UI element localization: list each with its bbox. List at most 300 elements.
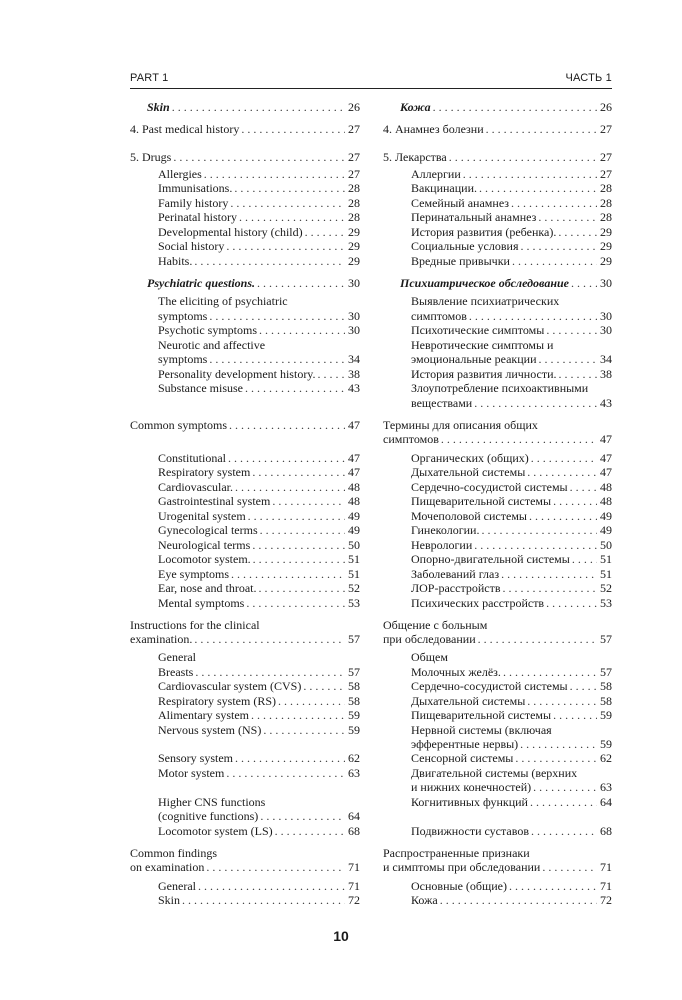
toc-dot-leader [198,879,345,894]
toc-entry [158,323,360,338]
toc-entry-page: 49 [600,509,612,523]
toc-entry-title: Cardiovascular. [158,480,233,494]
toc-entry [158,210,360,225]
toc-dot-leader [251,708,345,723]
toc-entry-title: Нервной системы (включая [411,723,552,737]
toc-entry-page: 30 [600,323,612,337]
toc-dot-leader [479,181,597,196]
toc-entry-title: (cognitive functions) [158,809,259,823]
toc-dot-leader [253,552,345,567]
toc-entry [400,100,612,115]
toc-entry [130,860,360,875]
toc-dot-leader [515,751,597,766]
toc-dot-leader [248,509,345,524]
toc-entry-page: 49 [600,523,612,537]
toc-entry-page: 47 [348,465,360,479]
toc-entry [411,708,612,723]
toc-dot-leader [305,225,345,240]
toc-entry-title: эмоциональные реакции [411,352,537,366]
toc-dot-leader [182,893,345,908]
toc-entry-page: 30 [600,276,612,290]
toc-entry [158,596,360,611]
toc-entry-title: Социальные условия [411,239,519,253]
toc-entry [411,254,612,269]
toc-entry-title: Social history [158,239,225,253]
toc-entry [158,879,360,894]
toc-dot-leader [538,210,597,225]
toc-entry [411,795,612,810]
toc-entry-page: 48 [348,480,360,494]
toc-entry-page: 59 [600,708,612,722]
toc-entry [130,418,360,433]
toc-entry-title: симптомов [383,432,439,446]
toc-entry-title: General [158,879,196,893]
toc-entry-page: 71 [348,879,360,893]
toc-entry-page: 58 [348,679,360,693]
toc-entry [411,480,612,495]
toc-dot-leader [530,795,597,810]
toc-entry-page: 62 [348,751,360,765]
toc-entry-title: Подвижности суставов [411,824,529,838]
toc-entry [411,679,612,694]
toc-entry-title: Substance misuse [158,381,243,395]
toc-entry-page: 68 [600,824,612,838]
toc-dot-leader [246,596,345,611]
toc-entry-title: Skin [147,100,170,114]
toc-entry-page: 43 [600,396,612,410]
toc-entry-page: 62 [600,751,612,765]
toc-entry [411,737,612,752]
toc-entry [411,239,612,254]
toc-dot-leader [559,367,597,382]
toc-dot-leader [531,451,597,466]
toc-entry-title: Вредные привычки [411,254,510,268]
toc-entry-page: 58 [600,679,612,693]
toc-entry [411,323,612,338]
toc-dot-leader [226,766,345,781]
toc-entry-page: 52 [600,581,612,595]
toc-entry-title: Gynecological terms [158,523,258,537]
toc-entry-page: 71 [600,860,612,874]
toc-entry-title: Developmental history (child) [158,225,303,239]
toc-dot-leader [228,451,345,466]
toc-dot-leader [511,196,597,211]
toc-entry-title: Пищеварительной системы [411,494,552,508]
toc-dot-leader [433,100,597,115]
toc-dot-leader [209,309,345,324]
toc-entry-title: Higher CNS functions [158,795,266,809]
toc-entry-title: Personality development history. [158,367,316,381]
toc-entry-page: 68 [348,824,360,838]
toc-entry-title: Кожа [411,893,438,907]
toc-entry-title: Breasts [158,665,194,679]
toc-entry-page: 27 [348,167,360,181]
toc-entry-title: 4. Past medical history [130,122,240,136]
toc-entry [411,751,612,766]
toc-entry-title: 4. Анамнез болезни [383,122,484,136]
toc-entry [411,210,612,225]
toc-entry-page: 51 [600,567,612,581]
toc-entry-title: симптомов [411,309,467,323]
toc-entry-title: ЛОР-расстройств [411,581,501,595]
toc-dot-leader [226,239,345,254]
toc-entry-title: Eye symptoms [158,567,229,581]
toc-dot-leader [531,824,597,839]
toc-entry [158,480,360,495]
toc-entry-title: Перинатальный анамнез [411,210,537,224]
toc-entry [158,309,360,324]
toc-entry-title: Сердечно-сосудистой системы [411,679,568,693]
toc-dot-leader [527,694,597,709]
toc-dot-leader [259,323,345,338]
toc-dot-leader [449,150,597,165]
toc-entry-page: 30 [600,309,612,323]
toc-entry [411,367,612,382]
toc-dot-leader [245,381,345,396]
toc-entry-title: Neurological terms [158,538,251,552]
toc-entry [158,766,360,781]
toc-entry-title: Gastrointestinal system [158,494,271,508]
toc-entry-page: 51 [348,567,360,581]
toc-entry [411,780,612,795]
toc-entry-title: Urogenital system [158,509,246,523]
toc-entry [383,150,612,165]
toc-entry-title: Молочных желёз. [411,665,501,679]
toc-entry [383,860,612,875]
toc-entry-title: эфферентные нервы) [411,737,519,751]
toc-dot-leader [275,824,345,839]
toc-entry-title: Instructions for the clinical [130,618,260,632]
toc-entry-title: Immunisations. [158,181,233,195]
toc-entry-title: Психических расстройств [411,596,545,610]
toc-entry [383,632,612,647]
toc-dot-leader [194,254,345,269]
toc-entry-title: Невротические симптомы и [411,338,554,352]
toc-entry-title: История развития (ребенка). [411,225,557,239]
toc-entry [411,824,612,839]
toc-entry-page: 51 [600,552,612,566]
toc-entry [411,352,612,367]
toc-dot-leader [239,210,345,225]
toc-entry-page: 26 [600,100,612,114]
toc-entry [130,632,360,647]
toc-entry-title: Сердечно-сосудистой системы [411,480,568,494]
toc-entry-title: Psychotic symptoms [158,323,258,337]
toc-dot-leader [194,632,345,647]
toc-entry-page: 48 [600,494,612,508]
toc-entry [411,538,612,553]
toc-entry-title: Motor system [158,766,225,780]
toc-dot-leader [570,480,597,495]
toc-dot-leader [486,122,597,137]
toc-dot-leader [570,679,597,694]
toc-entry [158,225,360,240]
toc-entry-page: 34 [348,352,360,366]
toc-entry [158,239,360,254]
toc-dot-leader [546,596,597,611]
toc-entry-page: 71 [600,879,612,893]
toc-dot-leader [230,196,345,211]
toc-entry-page: 53 [348,596,360,610]
toc-entry-page: 29 [600,254,612,268]
toc-entry-title: и симптомы при обследовании [383,860,541,874]
toc-entry-title: Когнитивных функций [411,795,528,809]
toc-entry [411,196,612,211]
toc-dot-leader [441,432,597,447]
toc-entry-title: и нижних конечностей) [411,780,532,794]
toc-entry [411,581,612,596]
toc-dot-leader [173,150,345,165]
toc-entry [411,552,612,567]
toc-dot-leader [241,122,345,137]
toc-entry-page: 30 [348,309,360,323]
toc-entry-page: 64 [600,795,612,809]
toc-dot-leader [252,538,345,553]
toc-dot-leader [539,352,597,367]
toc-dot-leader [509,879,597,894]
toc-dot-leader [469,309,597,324]
toc-entry [383,122,612,137]
toc-entry-page: 29 [348,225,360,239]
toc-entry [130,122,360,137]
toc-entry [411,567,612,582]
toc-entry-title: General [158,650,196,664]
toc-entry-title: Alimentary system [158,708,249,722]
toc-dot-leader [527,465,597,480]
toc-entry-title: Constitutional [158,451,227,465]
toc-dot-leader [252,465,345,480]
toc-entry [411,181,612,196]
toc-dot-leader [209,352,345,367]
toc-entry [158,181,360,196]
toc-entry [158,751,360,766]
toc-entry-page: 28 [600,210,612,224]
toc-entry [158,254,360,269]
toc-entry-title: Дыхательной системы [411,694,526,708]
toc-entry-title: symptoms [158,309,208,323]
toc-dot-leader [229,418,345,433]
toc-entry-title: Выявление психиатрических [411,294,560,308]
toc-entry-page: 64 [348,809,360,823]
toc-entry [158,809,360,824]
toc-entry-title: Органических (общих) [411,451,529,465]
toc-entry-title: The eliciting of psychiatric [158,294,288,308]
toc-entry-page: 49 [348,523,360,537]
running-header-right: ЧАСТЬ 1 [565,72,612,84]
toc-dot-leader [572,552,597,567]
toc-entry [158,538,360,553]
toc-entry-page: 63 [348,766,360,780]
toc-dot-leader [553,708,597,723]
toc-entry-page: 50 [600,538,612,552]
toc-entry [158,679,360,694]
toc-entry [158,581,360,596]
toc-entry-title: Allergies [158,167,202,181]
toc-dot-leader [257,276,345,291]
toc-dot-leader [474,538,597,553]
toc-entry [158,824,360,839]
toc-entry-title: Семейный анамнез [411,196,510,210]
toc-entry [158,567,360,582]
toc-dot-leader [558,225,597,240]
toc-entry-page: 27 [600,167,612,181]
toc-entry-title: Термины для описания общих [383,418,538,432]
toc-entry-page: 28 [348,210,360,224]
toc-entry-page: 47 [600,432,612,446]
toc-entry-page: 57 [348,665,360,679]
toc-entry-page: 27 [600,150,612,164]
toc-entry-title: Respiratory system (RS) [158,694,276,708]
toc-entry-page: 38 [348,367,360,381]
toc-dot-leader [512,254,597,269]
toc-entry-page: 28 [348,181,360,195]
toc-entry-page: 29 [600,239,612,253]
toc-dot-leader [258,581,345,596]
toc-entry [158,451,360,466]
toc-entry [411,509,612,524]
toc-dot-leader [440,893,597,908]
toc-dot-leader [206,860,345,875]
toc-entry-title: Злоупотребление психоактивными [411,381,589,395]
toc-entry [158,523,360,538]
toc-dot-leader [542,860,597,875]
toc-dot-leader [263,723,345,738]
toc-entry-page: 48 [600,480,612,494]
toc-entry-title: Заболеваний глаз [411,567,500,581]
toc-entry-page: 57 [600,665,612,679]
toc-entry-page: 59 [348,708,360,722]
toc-entry [411,694,612,709]
toc-entry-page: 49 [348,509,360,523]
toc-entry-title: Skin [158,893,181,907]
toc-entry [158,509,360,524]
toc-dot-leader [546,323,597,338]
toc-entry-page: 34 [600,352,612,366]
toc-entry-title: Nervous system (NS) [158,723,262,737]
toc-dot-leader [529,509,597,524]
toc-dot-leader [553,494,597,509]
toc-dot-leader [278,694,345,709]
toc-entry-title: Психиатрическое обследование [400,276,569,290]
toc-entry [158,552,360,567]
toc-entry-page: 27 [600,122,612,136]
toc-entry [130,150,360,165]
toc-entry-title: Общем [411,650,448,664]
toc-entry-title: Опорно-двигательной системы [411,552,570,566]
toc-dot-leader [463,167,597,182]
toc-entry [158,196,360,211]
toc-dot-leader [172,100,345,115]
toc-entry-title: Habits. [158,254,193,268]
toc-entry [158,465,360,480]
toc-entry-title: Основные (общие) [411,879,507,893]
toc-entry-title: Ear, nose and throat. [158,581,257,595]
toc-entry [411,396,612,411]
toc-dot-leader [478,632,597,647]
toc-entry-page: 27 [348,150,360,164]
toc-entry-title: Locomotor system. [158,552,251,566]
toc-entry-page: 47 [348,418,360,432]
toc-dot-leader [272,494,345,509]
toc-entry-title: Psychiatric questions. [147,276,256,290]
toc-entry-title: Locomotor system (LS) [158,824,273,838]
toc-entry-title: Общение с больным [383,618,488,632]
toc-entry [411,225,612,240]
toc-entry-page: 57 [348,632,360,646]
toc-entry-title: Неврологии [411,538,473,552]
running-header-left: PART 1 [130,72,169,84]
toc-entry-page: 43 [348,381,360,395]
toc-entry-title: Perinatal history [158,210,237,224]
toc-entry [400,276,612,291]
toc-entry-page: 71 [348,860,360,874]
toc-entry-title: Мочеполовой системы [411,509,527,523]
toc-dot-leader [481,523,597,538]
toc-entry-page: 72 [348,893,360,907]
toc-entry-title: on examination [130,860,205,874]
toc-dot-leader [303,679,345,694]
toc-entry [158,708,360,723]
toc-entry-page: 47 [600,465,612,479]
toc-entry [147,276,360,291]
toc-entry [158,167,360,182]
toc-entry-title: Common symptoms [130,418,228,432]
toc-dot-leader [520,239,597,254]
toc-entry-title: Sensory system [158,751,233,765]
toc-entry [411,167,612,182]
toc-dot-leader [204,167,345,182]
toc-entry [411,893,612,908]
toc-entry-page: 59 [600,737,612,751]
toc-entry-page: 28 [600,196,612,210]
toc-entry-page: 47 [600,451,612,465]
toc-entry-page: 29 [348,239,360,253]
toc-dot-leader [231,567,345,582]
toc-dot-leader [235,480,345,495]
toc-entry-page: 53 [600,596,612,610]
toc-entry-title: История развития личности. [411,367,557,381]
toc-dot-leader [520,737,597,752]
toc-entry-title: веществами [411,396,473,410]
toc-entry-title: symptoms [158,352,208,366]
toc-entry-page: 30 [348,323,360,337]
toc-entry-page: 29 [600,225,612,239]
toc-entry [158,367,360,382]
toc-dot-leader [195,665,345,680]
toc-entry-page: 28 [600,181,612,195]
toc-entry-page: 51 [348,552,360,566]
header-rule [130,88,612,89]
toc-entry [411,494,612,509]
toc-entry-title: Cardiovascular system (CVS) [158,679,302,693]
toc-entry-title: Двигательной системы (верхних [411,766,578,780]
toc-entry-page: 38 [600,367,612,381]
toc-entry [158,381,360,396]
toc-entry-page: 50 [348,538,360,552]
toc-entry [411,309,612,324]
toc-dot-leader [533,780,597,795]
toc-entry-title: Family history [158,196,229,210]
toc-entry-title: Neurotic and affective [158,338,266,352]
toc-entry-page: 27 [348,122,360,136]
toc-entry [411,523,612,538]
toc-entry-title: Дыхательной системы [411,465,526,479]
toc-entry-page: 28 [348,196,360,210]
toc-entry [158,494,360,509]
toc-entry [158,665,360,680]
toc-entry-title: Respiratory system [158,465,251,479]
toc-entry [383,432,612,447]
